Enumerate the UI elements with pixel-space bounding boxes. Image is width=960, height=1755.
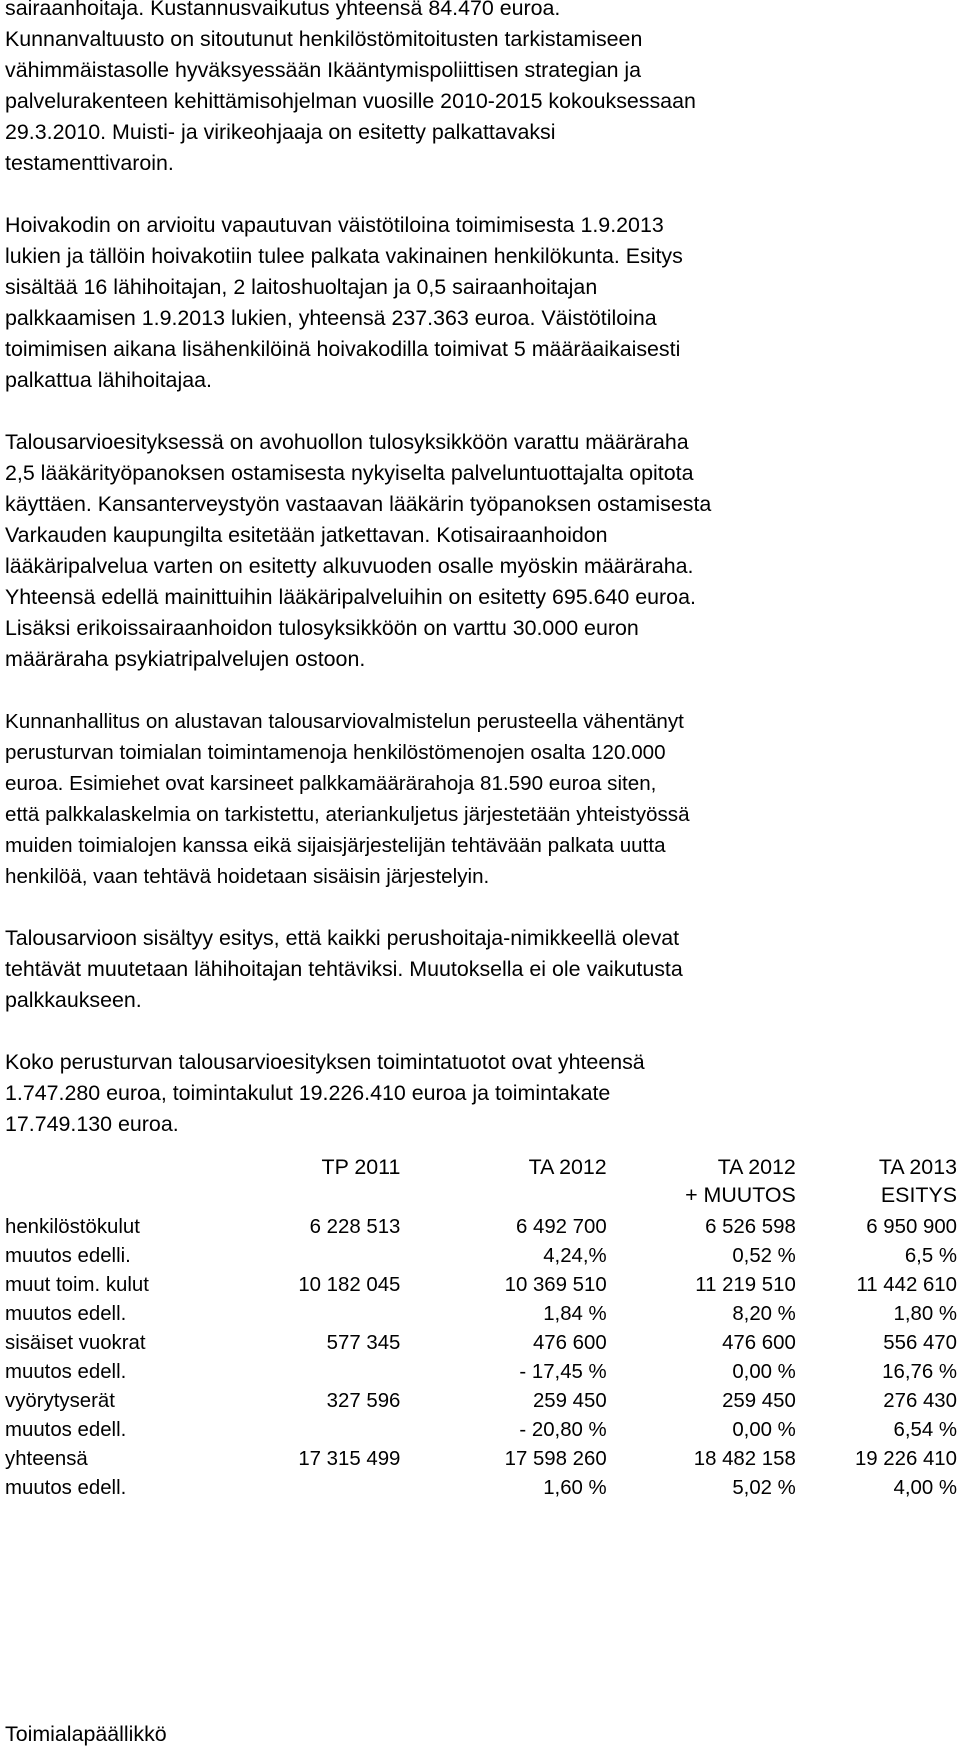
table-cell [209, 1474, 400, 1503]
table-cell: 6 950 900 [866, 1216, 957, 1238]
column-header-label [5, 1153, 209, 1213]
text-line: määräraha psykiatripalvelujen ostoon. [5, 647, 366, 671]
row-label-cell: henkilöstökulut [5, 1216, 140, 1238]
column-header-line: TP 2011 [321, 1155, 401, 1179]
table-row [5, 1416, 957, 1445]
text-line: henkilöä, vaan tehtävä hoidetaan sisäisin järjestelyin. [5, 865, 490, 888]
column-header-line: TA 2012 [717, 1155, 796, 1179]
row-label-cell: yhteensä [5, 1448, 88, 1470]
column-header-line: ESITYS [880, 1183, 957, 1207]
table-cell: 17 598 260 [504, 1448, 607, 1470]
text-line: lukien ja tällöin hoivakotiin tulee palkata vakinainen henkilökunta. Esitys [5, 244, 683, 268]
table-cell: 17 315 499 [298, 1448, 401, 1470]
table-cell: 10 182 045 [298, 1274, 401, 1296]
table-cell: 6,54 % [893, 1419, 957, 1441]
text-line: palkattua lähihoitajaa. [5, 368, 212, 392]
table-cell [209, 1358, 400, 1387]
table-cell: - 20,80 % [519, 1419, 607, 1441]
text-line: Kunnanvaltuusto on sitoutunut henkilöstömitoitusten tarkistamiseen [5, 27, 643, 51]
row-label-cell: muutos edell. [5, 1303, 127, 1325]
text-line: Lisäksi erikoissairaanhoidon tulosyksikköön on varttu 30.000 euron [5, 616, 639, 640]
table-row [5, 1329, 957, 1358]
table-cell: 1,84 % [543, 1303, 607, 1325]
table-cell: 18 482 158 [693, 1448, 796, 1470]
text-line: palkkaamisen 1.9.2013 lukien, yhteensä 237.363 euroa. Väistötiloina [5, 306, 657, 330]
table-cell [209, 1242, 400, 1271]
column-header-line: TA 2013 [878, 1155, 957, 1179]
table-cell [209, 1416, 400, 1445]
text-line: lääkäripalvelua varten on esitetty alkuvuoden osalle myöskin määräraha. [5, 554, 694, 578]
table-row [5, 1445, 957, 1474]
text-line: Koko perusturvan talousarvioesityksen toimintatuotot ovat yhteensä [5, 1050, 645, 1074]
table-cell: 6 228 513 [309, 1216, 401, 1238]
document-body [5, 0, 955, 1171]
text-line: sisältää 16 lähihoitajan, 2 laitoshuoltajan ja 0,5 sairaanhoitajan [5, 275, 598, 299]
table-row [5, 1271, 957, 1300]
text-line: vähimmäistasolle hyväksyessään Ikääntymispoliittisen strategian ja [5, 58, 642, 82]
row-label-cell: sisäiset vuokrat [5, 1332, 146, 1354]
text-line: Varkauden kaupungilta esitetään jatkettavan. Kotisairaanhoidon [5, 523, 608, 547]
text-line: muiden toimialojen kanssa eikä sijaisjärjestelijän tehtävään palkata uutta [5, 834, 666, 857]
table-cell: 276 430 [883, 1390, 957, 1412]
table-cell: 5,02 % [732, 1477, 796, 1499]
table-row [5, 1358, 957, 1387]
table-cell: 6,5 % [904, 1245, 957, 1267]
row-label-cell: muutos edell. [5, 1361, 127, 1383]
text-line: sairaanhoitaja. Kustannusvaikutus yhteensä 84.470 euroa. [5, 0, 561, 20]
table-cell: 4,00 % [893, 1477, 957, 1499]
table-cell: 16,76 % [882, 1361, 957, 1383]
text-line: palvelurakenteen kehittämisohjelman vuosille 2010-2015 kokouksessaan [5, 89, 696, 113]
signature-title: Toimialapäällikkö [5, 1722, 167, 1746]
text-line: 2,5 lääkärityöpanoksen ostamisesta nykyiselta palveluntuottajalta opitota [5, 461, 694, 485]
row-label-cell: muut toim. kulut [5, 1274, 149, 1296]
text-line: testamenttivaroin. [5, 151, 174, 175]
column-header-ta-2013-esitys [796, 1153, 957, 1213]
text-line: että palkkalaskelmia on tarkistettu, ateriankuljetus järjestetään yhteistyössä [5, 803, 690, 826]
table-cell: 10 369 510 [504, 1274, 607, 1296]
text-line: palkkaukseen. [5, 988, 142, 1012]
budget-table [5, 1153, 957, 1503]
table-cell: 1,80 % [893, 1303, 957, 1325]
column-header-ta-2012-muutos [607, 1153, 796, 1213]
table-cell: 259 450 [532, 1390, 607, 1412]
column-header-line: TA 2012 [528, 1155, 607, 1179]
table-cell: 1,60 % [543, 1477, 607, 1499]
budget-table-body [5, 1213, 957, 1503]
table-cell: 6 526 598 [705, 1216, 796, 1238]
text-line: Talousarvioesityksessä on avohuollon tulosyksikköön varattu määräraha [5, 430, 689, 454]
table-row [5, 1474, 957, 1503]
paragraph-doctor-services [5, 427, 955, 675]
text-line: tehtävät muutetaan lähihoitajan tehtäviksi. Muutoksella ei ole vaikutusta [5, 957, 683, 981]
row-label-cell: muutos edell. [5, 1477, 127, 1499]
table-cell: 4,24,% [543, 1245, 607, 1267]
paragraph-job-titles [5, 923, 955, 1016]
table-cell: 476 600 [722, 1332, 796, 1354]
table-cell: 327 596 [326, 1390, 401, 1412]
row-label-cell: muutos edelli. [5, 1245, 131, 1267]
table-row [5, 1387, 957, 1416]
text-line: 29.3.2010. Muisti- ja virikeohjaaja on esitetty palkattavaksi [5, 120, 556, 144]
table-cell: 577 345 [326, 1332, 401, 1354]
table-cell: 6 492 700 [515, 1216, 607, 1238]
text-line: 17.749.130 euroa. [5, 1112, 179, 1136]
table-cell: 0,00 % [732, 1419, 796, 1441]
table-cell: 0,00 % [732, 1361, 796, 1383]
table-row [5, 1242, 957, 1271]
table-cell: 259 450 [722, 1390, 796, 1412]
text-line: Talousarvioon sisältyy esitys, että kaikki perushoitaja-nimikkeellä olevat [5, 926, 680, 950]
table-row [5, 1213, 957, 1242]
table-cell: - 17,45 % [519, 1361, 607, 1383]
text-line: käyttäen. Kansanterveystyön vastaavan lääkärin työpanoksen ostamisesta [5, 492, 712, 516]
table-cell: 476 600 [532, 1332, 607, 1354]
table-cell: 0,52 % [732, 1245, 796, 1267]
text-line: 1.747.280 euroa, toimintakulut 19.226.410 euroa ja toimintakate [5, 1081, 611, 1105]
table-cell: 556 470 [883, 1332, 957, 1354]
paragraph-totals [5, 1047, 955, 1140]
table-cell: 8,20 % [732, 1303, 796, 1325]
paragraph-care-home [5, 210, 955, 396]
table-cell: 19 226 410 [854, 1448, 957, 1470]
text-line: Hoivakodin on arvioitu vapautuvan väistötiloina toimimisesta 1.9.2013 [5, 213, 664, 237]
paragraph-budget-cuts [5, 706, 955, 892]
table-cell: 11 219 510 [695, 1274, 796, 1296]
table-cell [209, 1300, 400, 1329]
paragraph-staffing-intro [5, 0, 955, 179]
table-header-row [5, 1153, 957, 1213]
text-line: euroa. Esimiehet ovat karsineet palkkamäärärahoja 81.590 euroa siten, [5, 772, 657, 795]
table-row [5, 1300, 957, 1329]
text-line: perusturvan toimialan toimintamenoja henkilöstömenojen osalta 120.000 [5, 741, 666, 764]
column-header-tp-2011 [209, 1153, 400, 1213]
row-label-cell: vyörytyserät [5, 1390, 115, 1412]
text-line: Kunnanhallitus on alustavan talousarviovalmistelun perusteella vähentänyt [5, 710, 684, 733]
row-label-cell: muutos edell. [5, 1419, 127, 1441]
column-header-line: + MUUTOS [685, 1183, 796, 1207]
text-line: toimimisen aikana lisähenkilöinä hoivakodilla toimivat 5 määräaikaisesti [5, 337, 681, 361]
table-cell: 11 442 610 [856, 1274, 957, 1296]
column-header-ta-2012 [400, 1153, 606, 1213]
text-line: Yhteensä edellä mainittuihin lääkäripalveluihin on esitetty 695.640 euroa. [5, 585, 696, 609]
